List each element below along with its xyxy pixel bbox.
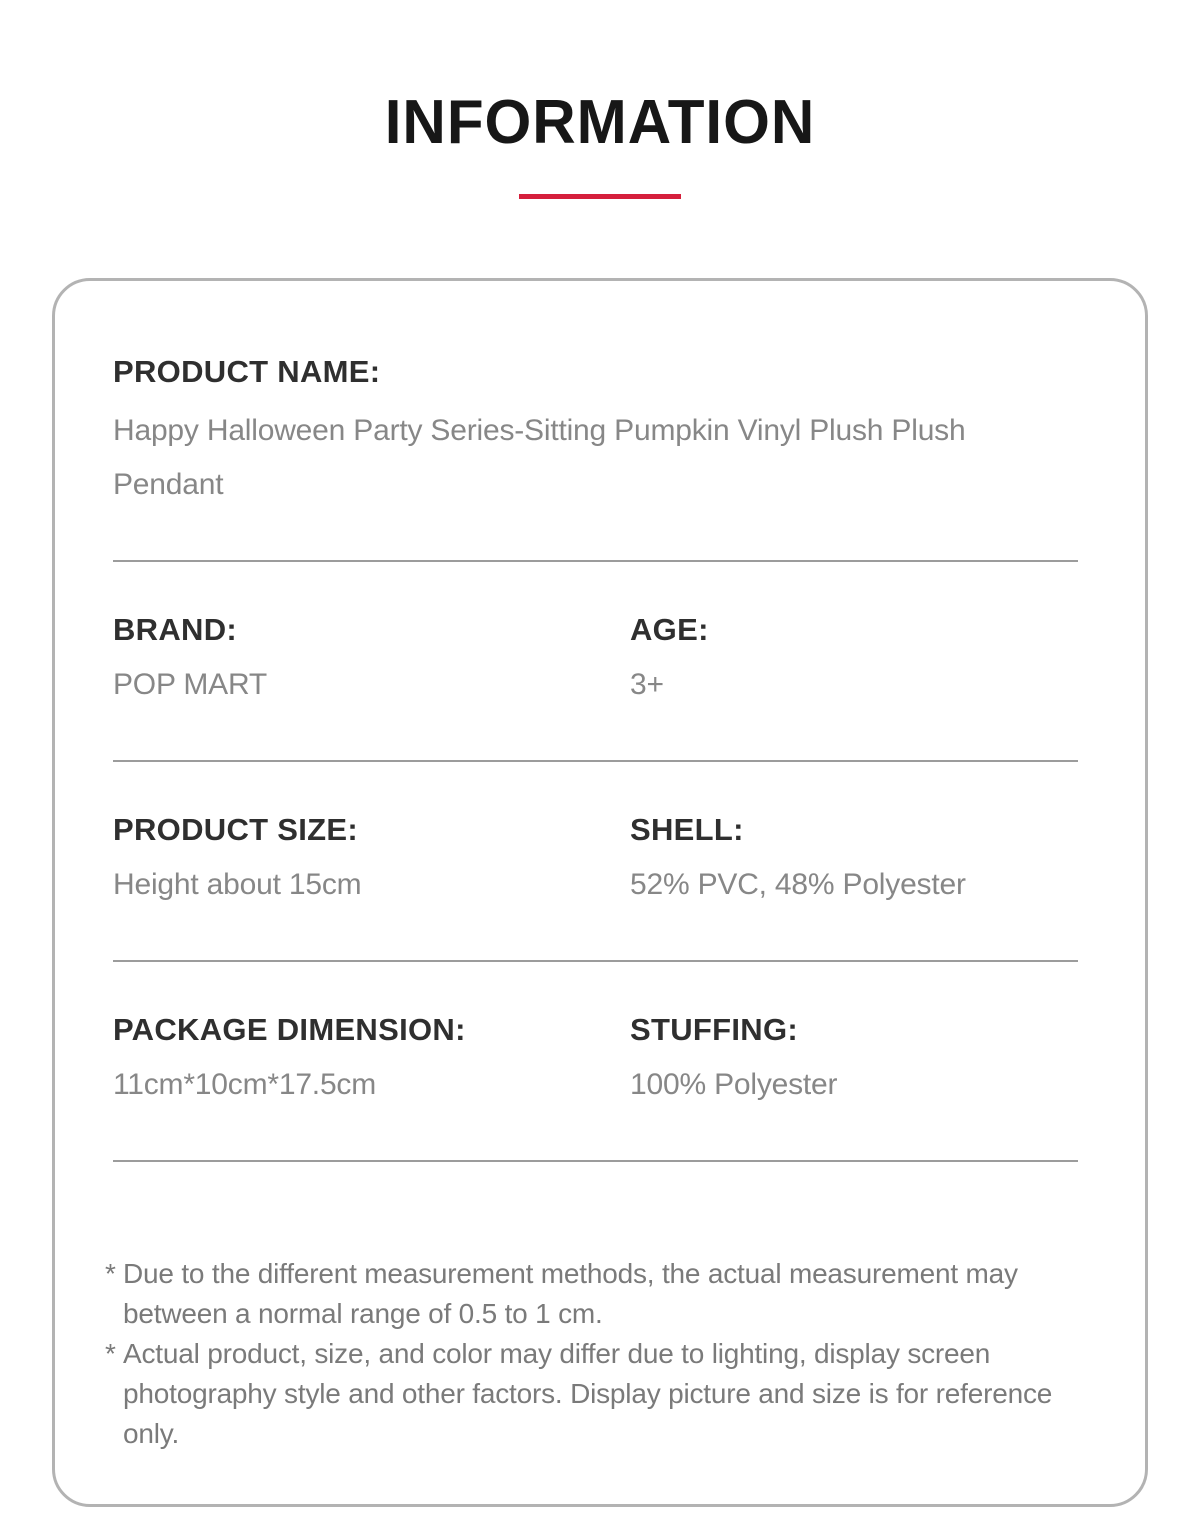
spec-row-brand-age [113,614,1090,700]
stuffing-value: 100% Polyester [630,1068,838,1101]
brand-label: BRAND: [113,612,238,647]
spec-row-size-shell [113,814,1090,900]
product-size-label: PRODUCT SIZE: [113,812,359,847]
product-name-value: Happy Halloween Party Series-Sitting Pumpkin Vinyl Plush Plush Pendant [113,414,966,501]
package-dimension-label: PACKAGE DIMENSION: [113,1012,466,1047]
spec-shell [630,814,1090,900]
spec-age [630,614,1090,700]
spec-stuffing [630,1014,1090,1100]
package-dimension-value: 11cm*10cm*17.5cm [113,1068,377,1101]
note-item [105,1334,1090,1454]
section-divider [113,960,1078,962]
spec-package-dimension [113,1014,630,1100]
product-info-card [52,278,1148,1507]
stuffing-label: STUFFING: [630,1012,799,1047]
shell-label: SHELL: [630,812,744,847]
page-title: INFORMATION [384,88,816,157]
shell-value: 52% PVC, 48% Polyester [630,868,966,901]
note-text: Due to the different measurement methods, the actual measurement may between a normal range of 0.5 to 1 cm. [123,1258,1018,1329]
title-underline-accent [519,194,681,199]
section-divider [113,560,1078,562]
note-text: Actual product, size, and color may differ due to lighting, display screen photography style and other factors. Display picture and size is for reference only. [123,1338,1053,1449]
product-size-value: Height about 15cm [113,868,362,901]
age-value: 3+ [630,668,664,701]
brand-value: POP MART [113,668,267,701]
age-label: AGE: [630,612,709,647]
spec-product-size [113,814,630,900]
information-header [0,0,1200,199]
spec-row-package-stuffing [113,1014,1090,1100]
note-item [105,1254,1090,1334]
asterisk-marker: * [105,1258,116,1289]
product-name-label: PRODUCT NAME: [113,354,381,389]
section-divider [113,760,1078,762]
section-divider [113,1160,1078,1162]
disclaimer-notes [105,1254,1090,1454]
spec-brand [113,614,630,700]
asterisk-marker: * [105,1338,116,1369]
product-name-section [113,356,1090,512]
